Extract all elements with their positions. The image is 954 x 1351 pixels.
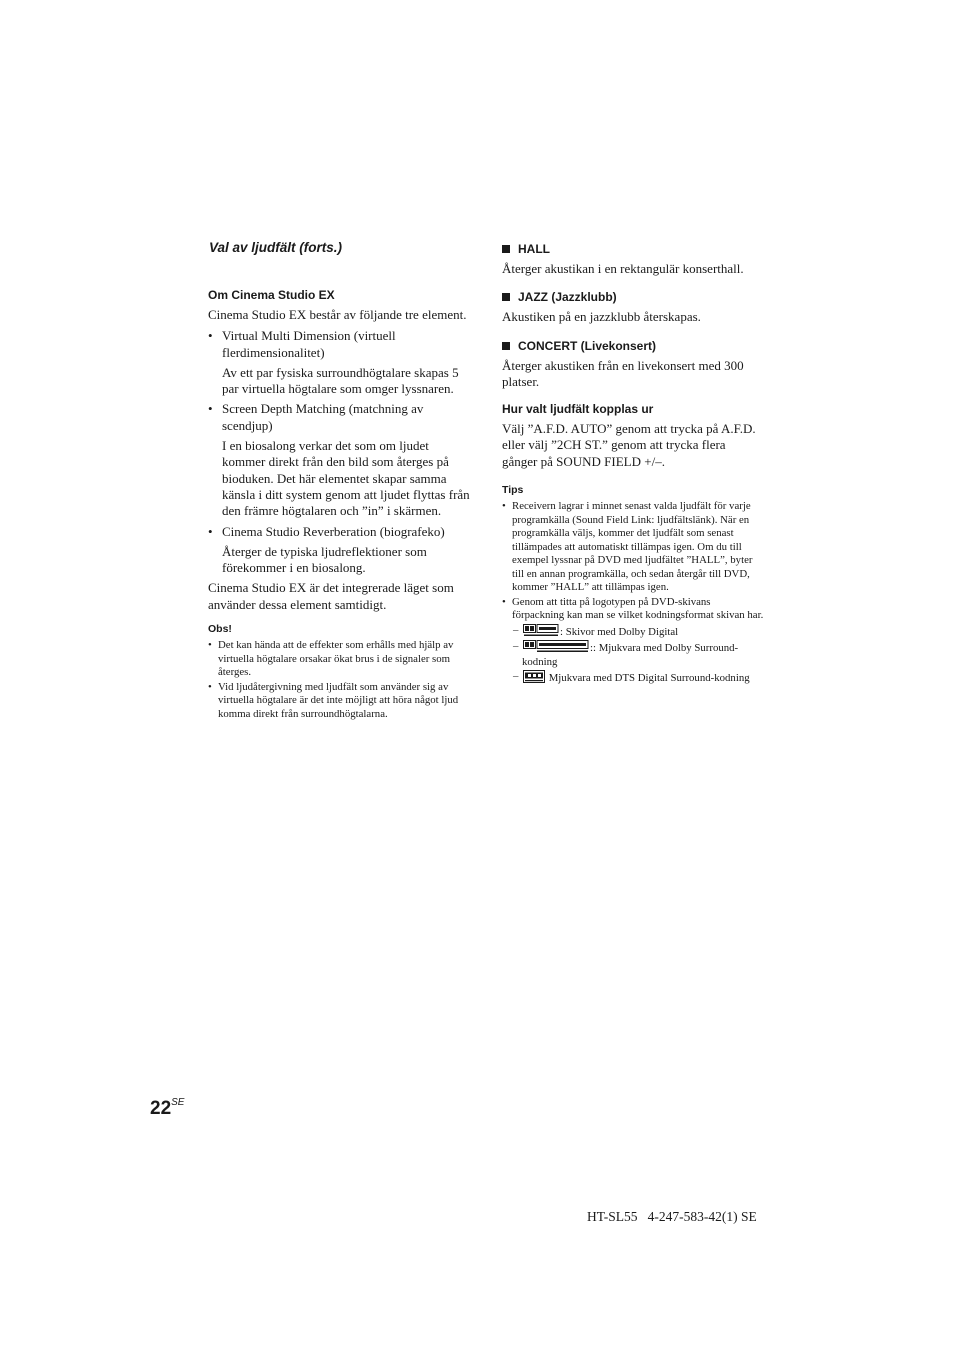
cinema-studio-heading: Om Cinema Studio EX bbox=[208, 288, 335, 302]
dash-mark: – bbox=[513, 623, 519, 636]
dash-mark: – bbox=[513, 670, 519, 683]
obs-item: • Det kan hända att de effekter som erhålls med hjälp av virtuella högtalare orsakar ökat brus i de signaler som återges. bbox=[208, 639, 474, 680]
concert-heading bbox=[502, 339, 764, 354]
dash-mark: – bbox=[513, 640, 519, 653]
dts-logo-icon bbox=[523, 670, 545, 683]
list-item-title: • Screen Depth Matching (matchning av scendjup) bbox=[208, 401, 474, 434]
concert-title: CONCERT (Livekonsert) bbox=[518, 338, 657, 353]
dolby-digital-logo-icon bbox=[523, 624, 559, 637]
page-language-suffix: SE bbox=[171, 1097, 185, 1108]
concert-description: Återger akustiken från en livekonsert med 300 platser. bbox=[502, 357, 744, 389]
sound-field-off-description: Välj ”A.F.D. AUTO” genom att trycka på A.F.D. eller välj ”2CH ST.” genom att trycka flera gånger på SOUND FIELD +/–. bbox=[502, 421, 756, 469]
tips-heading: Tips bbox=[502, 484, 524, 497]
jazz-description: Akustiken på en jazzklubb återskapas. bbox=[502, 309, 701, 325]
right-column bbox=[502, 242, 764, 687]
hall-description: Återger akustikan i en rektangulär konserthall. bbox=[502, 261, 744, 276]
obs-item: • Vid ljudåtergivning med ljudfält som använder sig av virtuella högtalare är det inte möjligt att höra något ljud komma direkt från surroundhögtalarna. bbox=[208, 681, 474, 722]
format-dolby-surround bbox=[502, 640, 764, 669]
page-number bbox=[150, 1097, 184, 1120]
dolby-surround-logo-icon bbox=[523, 640, 589, 653]
tip-item: • Genom att titta på logotypen på DVD-skivans förpackning kan man se vilket kodningsformat skivan har. bbox=[502, 596, 764, 623]
list-item-description: Av ett par fysiska surroundhögtalare skapas 5 par virtuella högtalare som omger lyssnaren. bbox=[222, 364, 459, 397]
page-number-value: 22 bbox=[150, 1098, 172, 1119]
tip-item: • Receivern lagrar i minnet senast valda ljudfält för varje programkälla (Sound Field Link: ljudfältslänk). När en programkälla väljs, kommer det ljudfält som senast tillämpades att automatiskt tillämpas igen. Om du till exempel lyssnar på DVD med ljudfältet ”HALL”, byter till en annan programkälla, och sedan återgår till DVD, kommer ”HALL” att tillämpas igen. bbox=[502, 500, 764, 595]
square-bullet-icon bbox=[502, 245, 510, 253]
list-item-description: I en biosalong verkar det som om ljudet kommer direkt från den bild som återges på bioduken. Det här elementet skapar samma känsla i ditt system genom att ljudet flyttas från den främre högtalaren och ”in” i skärmen. bbox=[222, 438, 470, 519]
section-title: Val av ljudfält (forts.) bbox=[209, 240, 343, 255]
list-item-description: Återger de typiska ljudreflektioner som förekommer i en biosalong. bbox=[222, 543, 427, 576]
cinema-studio-outro: Cinema Studio EX är det integrerade läget som använder dessa element samtidigt. bbox=[208, 580, 454, 612]
sound-field-off-heading: Hur valt ljudfält kopplas ur bbox=[502, 402, 654, 417]
format-text: Mjukvara med DTS Digital Surround-kodning bbox=[546, 672, 750, 685]
square-bullet-icon bbox=[502, 342, 510, 350]
jazz-title: JAZZ (Jazzklubb) bbox=[518, 290, 617, 305]
hall-heading bbox=[502, 242, 764, 257]
format-text: : Skivor med Dolby Digital bbox=[560, 625, 679, 638]
format-dolby-digital bbox=[502, 624, 764, 640]
square-bullet-icon bbox=[502, 293, 510, 301]
format-dts bbox=[502, 670, 764, 686]
list-item-title: • Cinema Studio Reverberation (biografeko) bbox=[208, 524, 474, 540]
model-code: HT-SL55 4-247-583-42(1) SE bbox=[587, 1209, 757, 1224]
list-item-title: • Virtual Multi Dimension (virtuell flerdimensionalitet) bbox=[208, 328, 474, 361]
hall-title: HALL bbox=[518, 242, 550, 256]
jazz-heading bbox=[502, 290, 764, 305]
obs-heading: Obs! bbox=[208, 623, 232, 636]
cinema-studio-intro: Cinema Studio EX består av följande tre element. bbox=[208, 307, 467, 322]
format-text: :: Mjukvara med Dolby Surround-kodning bbox=[522, 642, 739, 668]
left-column bbox=[208, 288, 474, 722]
